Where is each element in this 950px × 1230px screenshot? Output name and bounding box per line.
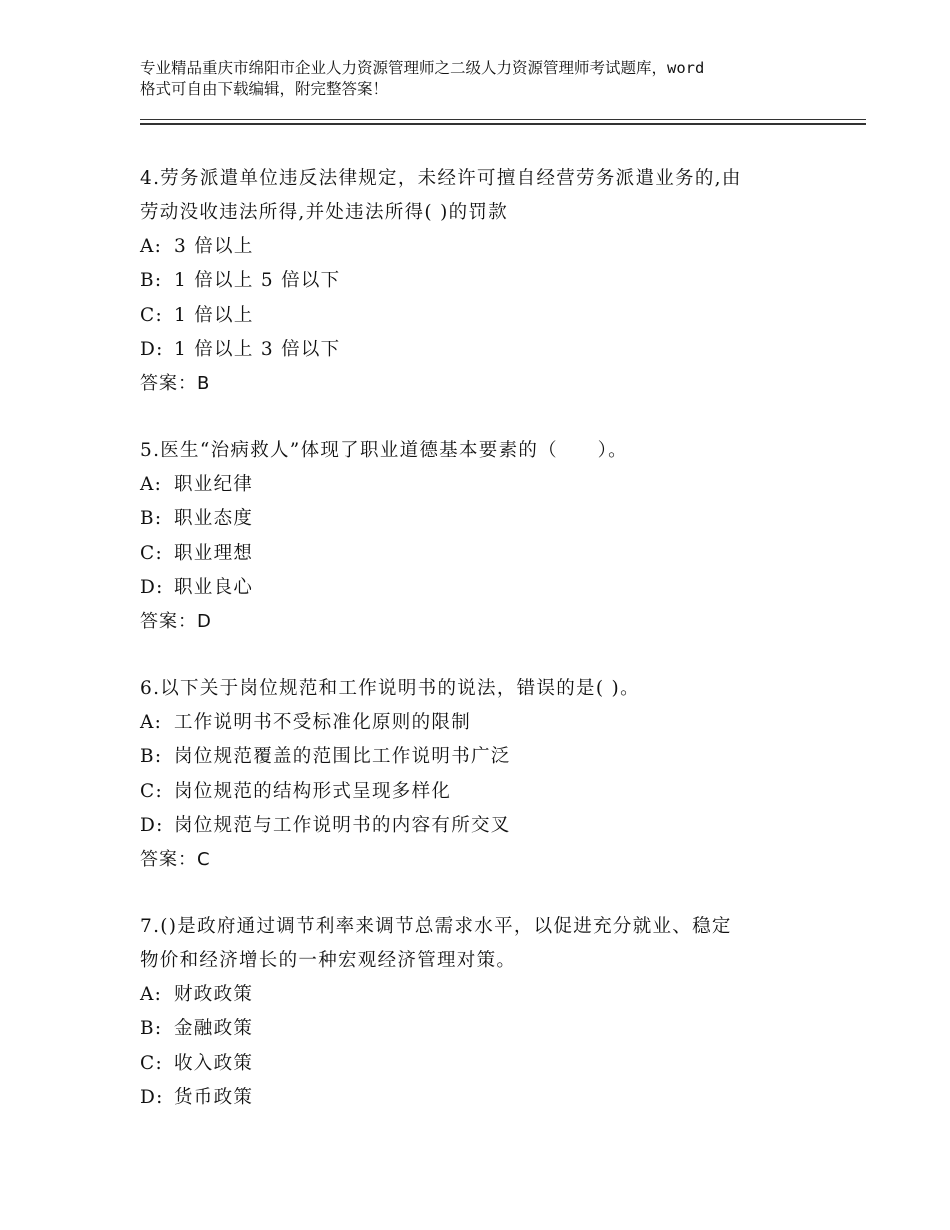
- option-text: 金融政策: [174, 1018, 254, 1040]
- option-key: D:: [140, 1086, 164, 1108]
- document-header: [140, 58, 840, 100]
- option-a: [140, 230, 840, 264]
- header-divider-thick: [140, 123, 866, 125]
- option-c: [140, 775, 840, 809]
- option-key: C:: [140, 1052, 163, 1074]
- answer-line: 答案：B: [140, 373, 211, 395]
- question-stem-line: 6.以下关于岗位规范和工作说明书的说法，错误的是( )。: [140, 678, 640, 699]
- option-text: 岗位规范覆盖的范围比工作说明书广泛: [174, 746, 511, 768]
- header-divider-thin: [140, 119, 866, 120]
- option-key: D:: [140, 576, 164, 598]
- question-stem-line: 7.()是政府通过调节利率来调节总需求水平，以促进充分就业、稳定: [140, 916, 732, 937]
- option-text: 岗位规范与工作说明书的内容有所交叉: [174, 814, 511, 836]
- option-text: 财政政策: [174, 984, 254, 1005]
- option-key: B:: [140, 1018, 163, 1040]
- option-text: 职业纪律: [174, 474, 254, 495]
- answer-line: 答案：D: [140, 611, 212, 633]
- question-stem-line: 劳动没收违法所得,并处违法所得( )的罚款: [140, 202, 508, 223]
- option-key: C:: [140, 542, 163, 564]
- option-key: A:: [140, 474, 163, 495]
- option-b: [140, 502, 840, 536]
- option-c: [140, 299, 840, 333]
- option-a: [140, 706, 840, 740]
- question-7: [140, 910, 840, 1115]
- option-text: 收入政策: [174, 1052, 254, 1074]
- option-b: [140, 740, 840, 774]
- question-stem-line: 物价和经济增长的一种宏观经济管理对策。: [140, 950, 517, 971]
- question-stem-line: 4.劳务派遣单位违反法律规定，未经许可擅自经营劳务派遣业务的,由: [140, 168, 742, 189]
- option-text: 职业理想: [174, 542, 254, 564]
- question-4: [140, 162, 840, 401]
- question-stem-line: 5.医生“治病救人”体现了职业道德基本要素的（ ）。: [140, 440, 628, 461]
- question-5: [140, 434, 840, 639]
- header-line-1: 专业精品重庆市绵阳市企业人力资源管理师之二级人力资源管理师考试题库，word: [140, 59, 705, 77]
- option-text: 1 倍以上 5 倍以下: [174, 270, 341, 292]
- header-line-2: 格式可自由下载编辑，附完整答案！: [140, 80, 389, 98]
- option-c: [140, 1047, 840, 1081]
- option-text: 职业良心: [174, 576, 254, 598]
- option-c: [140, 537, 840, 571]
- option-key: C:: [140, 780, 163, 802]
- option-key: D:: [140, 814, 164, 836]
- option-key: A:: [140, 984, 163, 1005]
- option-d: [140, 571, 840, 605]
- option-key: B:: [140, 508, 163, 530]
- option-text: 货币政策: [174, 1086, 254, 1108]
- option-key: B:: [140, 270, 163, 292]
- option-key: C:: [140, 304, 163, 326]
- option-b: [140, 1012, 840, 1046]
- option-text: 3 倍以上: [174, 236, 254, 257]
- option-a: [140, 468, 840, 502]
- option-key: A:: [140, 712, 163, 733]
- option-key: A:: [140, 236, 163, 257]
- option-a: [140, 978, 840, 1012]
- option-d: [140, 809, 840, 843]
- option-b: [140, 264, 840, 298]
- option-d: [140, 1081, 840, 1115]
- option-key: D:: [140, 338, 164, 360]
- option-text: 职业态度: [174, 508, 254, 530]
- option-text: 1 倍以上: [174, 304, 254, 326]
- option-text: 工作说明书不受标准化原则的限制: [174, 712, 472, 733]
- answer-line: 答案：C: [140, 849, 211, 871]
- option-text: 岗位规范的结构形式呈现多样化: [174, 780, 452, 802]
- option-key: B:: [140, 746, 163, 768]
- option-d: [140, 333, 840, 367]
- question-6: [140, 672, 840, 877]
- option-text: 1 倍以上 3 倍以下: [174, 338, 341, 360]
